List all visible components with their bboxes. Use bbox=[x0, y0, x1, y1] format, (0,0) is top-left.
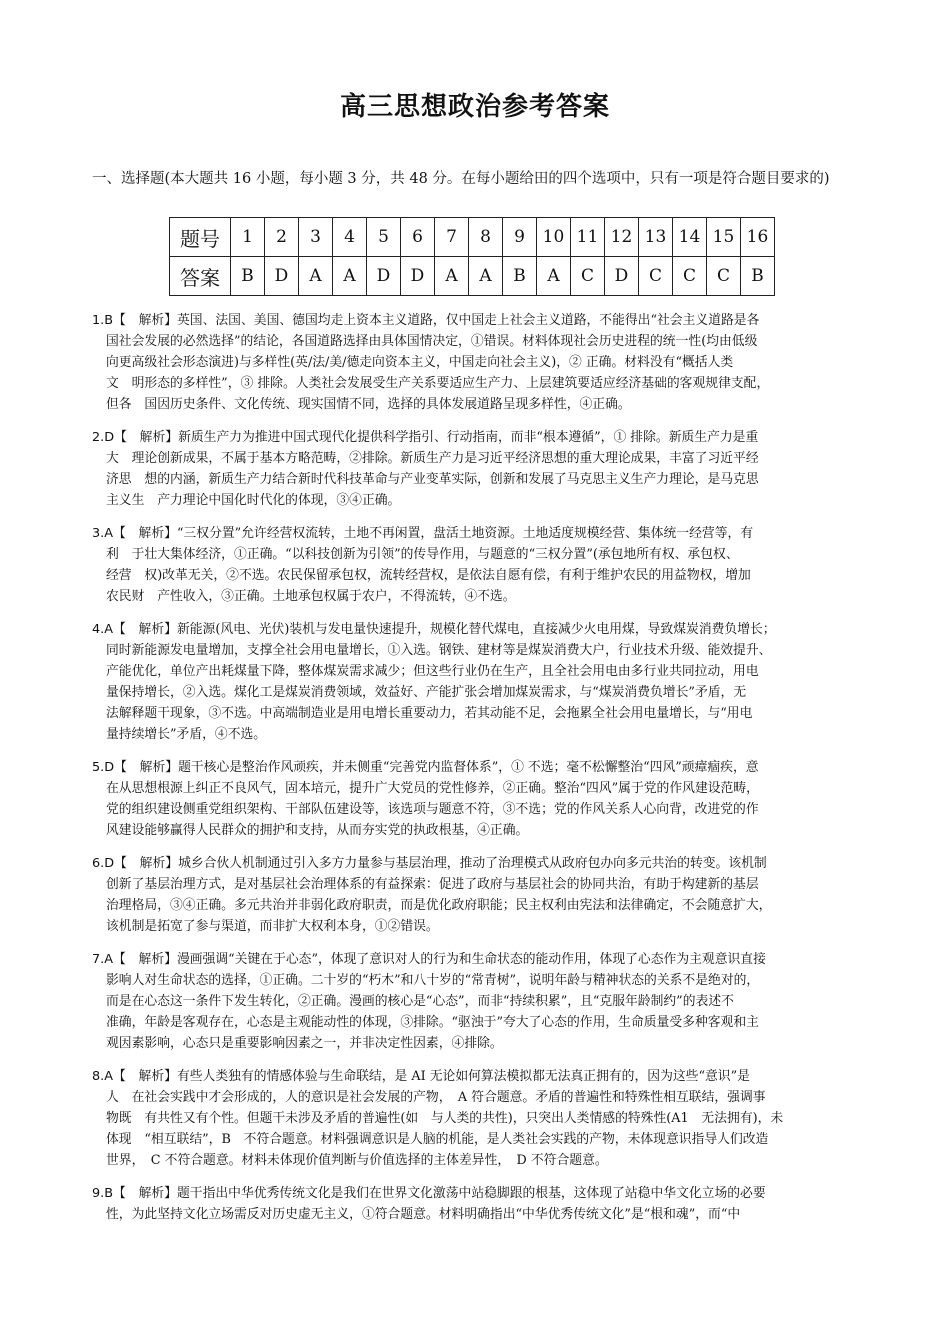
section-heading: 一、选择题(本大题共 16 小题，每小题 3 分，共 48 分。在每小题给田的四个选项中，只有一项是符合题目要求的) bbox=[92, 171, 830, 187]
answer-explanation bbox=[92, 1066, 864, 1171]
explanation-line: 产能优化，单位产出耗煤量下降，整体煤炭需求减少；但这些行业仍在生产，且全社会用电由多行业共同拉动，用电 bbox=[106, 664, 759, 679]
explanation-line: 人 在社会实践中才会形成的，人的意识是社会发展的产物， A 符合题意。矛盾的普遍性和特殊性相互联结，强调事 bbox=[106, 1090, 766, 1105]
answer-explanation bbox=[92, 619, 864, 745]
explanation-line: 世界， C 不符合题意。材料未体现价值判断与价值选择的主体差异性， D 不符合题意。 bbox=[106, 1153, 608, 1168]
answer-cell: B bbox=[741, 257, 775, 296]
explanation-label: 5.D【 解析】 bbox=[92, 760, 179, 775]
question-number-cell: 11 bbox=[571, 218, 605, 257]
answer-table bbox=[169, 217, 775, 296]
explanation-line: 新质生产力为推进中国式现代化提供科学指引、行动指南，而非“根本遵循”，① 排除。新质生产力是重 bbox=[178, 430, 759, 445]
explanation-line: 影响人对生命状态的选择，①正确。二十岁的“朽木”和八十岁的“常青树”，说明年龄与精神状态的关系不是绝对的， bbox=[106, 973, 760, 988]
explanation-line: 主义生 产力理论中国化时代化的体现，③④正确。 bbox=[106, 493, 401, 508]
question-number-cell: 6 bbox=[401, 218, 435, 257]
explanation-line: 而是在心态这一条件下发生转化，②正确。漫画的核心是“心态”，而非“持续积累”，且“克服年龄制约”的表述不 bbox=[106, 994, 734, 1009]
question-number-cell: 4 bbox=[333, 218, 367, 257]
explanation-line: 城乡合伙人机制通过引入多方力量参与基层治理，推动了治理模式从政府包办向多元共治的转变。该机制 bbox=[178, 856, 767, 871]
question-number-cell: 1 bbox=[231, 218, 265, 257]
explanation-line: 量持续增长”矛盾，④不选。 bbox=[106, 727, 267, 742]
answer-explanation bbox=[92, 427, 864, 511]
explanation-line: 法解释题干现象，③不选。中高端制造业是用电增长重要动力，若其动能不足，会拖累全社会用电量增长，与“用电 bbox=[106, 706, 753, 721]
explanation-line: 党的组织建设侧重党组织架构、干部队伍建设等，该选项与题意不符，③不选；党的作风关系人心向背，改进党的作 bbox=[106, 802, 759, 817]
explanation-line: 观因素影响，心态只是重要影响因素之一，并非决定性因素，④排除。 bbox=[106, 1036, 503, 1051]
explanation-line: 文 明形态的多样性”，③ 排除。人类社会发展受生产关系要适应生产力、上层建筑要适应经济基础的客观规律支配， bbox=[106, 376, 770, 391]
answer-cell: C bbox=[707, 257, 741, 296]
answer-table-row-numbers bbox=[170, 218, 775, 257]
question-number-cell: 3 bbox=[299, 218, 333, 257]
explanation-line: 同时新能源发电量增加，支撑全社会用电量增长，①入选。钢铁、建材等是煤炭消费大户，行业技术升级、能效提升、 bbox=[106, 643, 772, 658]
answer-cell: A bbox=[299, 257, 333, 296]
explanation-line: 体现 “相互联结”，B 不符合题意。材料强调意识是人脑的机能，是人类社会实践的产物，未体现意识指导人们改造 bbox=[106, 1132, 769, 1147]
explanation-line: 题干指出中华优秀传统文化是我们在世界文化激荡中站稳脚跟的根基，这体现了站稳中华文化立场的必要 bbox=[176, 1186, 766, 1201]
answer-explanation bbox=[92, 757, 864, 841]
explanation-line: 创新了基层治理方式，是对基层社会治理体系的有益探索：促进了政府与基层社会的协同共治，有助于构建新的基层 bbox=[106, 877, 759, 892]
answer-cell: C bbox=[571, 257, 605, 296]
question-number-cell: 2 bbox=[265, 218, 299, 257]
row-header-numbers: 题号 bbox=[170, 218, 231, 257]
answer-cell: D bbox=[605, 257, 639, 296]
explanation-line: 但各 国因历史条件、文化传统、现实国情不同，选择的具体发展道路呈现多样性，④正确。 bbox=[106, 397, 631, 412]
row-header-answers: 答案 bbox=[170, 257, 231, 296]
explanation-label: 7.A【 解析】 bbox=[92, 952, 177, 967]
explanation-line: 性，为此坚持文化立场需反对历史虚无主义，①符合题意。材料明确指出“中华优秀传统文化”是“根和魂”，而“中 bbox=[106, 1207, 741, 1222]
explanation-line: 新能源(风电、光伏)装机与发电量快速提升，规模化替代煤电，直接减少火电用煤，导致煤炭消费负增长； bbox=[176, 622, 776, 637]
answer-cell: B bbox=[503, 257, 537, 296]
explanation-line: 准确，年龄是客观存在，心态是主观能动性的体现，③排除。“驱浊于”夸大了心态的作用，生命质量受多种客观和主 bbox=[106, 1015, 759, 1030]
explanation-label: 1.B【 解析】 bbox=[92, 313, 177, 328]
answer-cell: A bbox=[435, 257, 469, 296]
question-number-cell: 7 bbox=[435, 218, 469, 257]
explanation-line: “三权分置”允许经营权流转，土地不再闲置，盘活土地资源。土地适度规模经营、集体统一经营等，有 bbox=[176, 526, 754, 541]
answer-explanation bbox=[92, 949, 864, 1054]
answer-cell: D bbox=[401, 257, 435, 296]
explanation-line: 题干核心是整治作风顽疾，并未侧重“完善党内监督体系”，① 不选；毫不松懈整治“四风”顽瘴痼疾，意 bbox=[178, 760, 759, 775]
explanation-line: 治理格局，③④正确。多元共治并非弱化政府职责，而是优化政府职能；民主权利由宪法和法律确定，不会随意扩大， bbox=[106, 898, 772, 913]
answer-explanation bbox=[92, 1183, 864, 1225]
question-number-cell: 12 bbox=[605, 218, 639, 257]
question-number-cell: 15 bbox=[707, 218, 741, 257]
answer-cell: C bbox=[639, 257, 673, 296]
answer-cell: A bbox=[469, 257, 503, 296]
explanation-line: 济思 想的内涵，新质生产力结合新时代科技革命与产业变革实际，创新和发展了马克思主义生产力理论，是马克思 bbox=[106, 472, 759, 487]
question-number-cell: 8 bbox=[469, 218, 503, 257]
question-number-cell: 10 bbox=[537, 218, 571, 257]
explanation-line: 在从思想根源上纠正不良风气，固本培元，提升广大党员的党性修养，②正确。整治“四风”属于党的作风建设范畴， bbox=[106, 781, 759, 796]
explanation-line: 向更高级社会形态演进)与多样性(英/法/美/德走向资本主义，中国走向社会主义)，② 正确。材料没有“概括人类 bbox=[106, 355, 734, 370]
explanation-line: 物既 有共性又有个性。但题干未涉及矛盾的普遍性(如 与人类的共性)，只突出人类情感的特殊性(A1 无法拥有)，未 bbox=[106, 1111, 784, 1126]
answer-cell: C bbox=[673, 257, 707, 296]
explanation-line: 利 于壮大集体经济，①正确。“以科技创新为引领”的传导作用，与题意的“三权分置”(承包地所有权、承包权、 bbox=[106, 547, 739, 562]
question-number-cell: 5 bbox=[367, 218, 401, 257]
explanation-line: 经营 权)改革无关，②不选。农民保留承包权，流转经营权，是依法自愿有偿，有利于维护农民的用益物权，增加 bbox=[106, 568, 751, 583]
explanation-line: 农民财 产性收入，③正确。土地承包权属于农户，不得流转，④不选。 bbox=[106, 589, 516, 604]
explanations bbox=[92, 310, 864, 1237]
explanation-label: 6.D【 解析】 bbox=[92, 856, 179, 871]
page-title: 高三思想政治参考答案 bbox=[339, 92, 610, 122]
answer-cell: D bbox=[265, 257, 299, 296]
answer-cell: A bbox=[537, 257, 571, 296]
explanation-line: 该机制是拓宽了参与渠道，而非扩大权利本身，①②错误。 bbox=[106, 919, 439, 934]
answer-cell: B bbox=[231, 257, 265, 296]
explanation-line: 有些人类独有的情感体验与生命联结，是 AI 无论如何算法模拟都无法真正拥有的，因为这些“意识”是 bbox=[176, 1069, 750, 1084]
explanation-label: 9.B【 解析】 bbox=[92, 1186, 177, 1201]
question-number-cell: 16 bbox=[741, 218, 775, 257]
answer-cell: D bbox=[367, 257, 401, 296]
explanation-label: 2.D【 解析】 bbox=[92, 430, 179, 445]
answer-explanation bbox=[92, 853, 864, 937]
answer-table-row-answers bbox=[170, 257, 775, 296]
explanation-label: 8.A【 解析】 bbox=[92, 1069, 177, 1084]
explanation-label: 3.A【 解析】 bbox=[92, 526, 177, 541]
answer-explanation bbox=[92, 310, 864, 415]
answer-explanation bbox=[92, 523, 864, 607]
explanation-label: 4.A【 解析】 bbox=[92, 622, 177, 637]
explanation-line: 大 理论创新成果，不属于基本方略范畴，②排除。新质生产力是习近平经济思想的重大理论成果，丰富了习近平经 bbox=[106, 451, 759, 466]
question-number-cell: 14 bbox=[673, 218, 707, 257]
explanation-line: 风建设能够赢得人民群众的拥护和支持，从而夯实党的执政根基，④正确。 bbox=[106, 823, 529, 838]
question-number-cell: 13 bbox=[639, 218, 673, 257]
explanation-line: 量保持增长，②入选。煤化工是煤炭消费领域，效益好、产能扩张会增加煤炭需求，与“煤炭消费负增长”矛盾，无 bbox=[106, 685, 747, 700]
explanation-line: 国社会发展的必然选择”的结论，各国道路选择由具体国情决定，①错误。材料体现社会历史进程的统一性(均由低级 bbox=[106, 334, 758, 349]
explanation-line: 漫画强调“关键在于心态”，体现了意识对人的行为和生命状态的能动作用，体现了心态作为主观意识直接 bbox=[176, 952, 766, 967]
question-number-cell: 9 bbox=[503, 218, 537, 257]
answer-cell: A bbox=[333, 257, 367, 296]
explanation-line: 英国、法国、美国、德国均走上资本主义道路，仅中国走上社会主义道路，不能得出“社会主义道路是各 bbox=[176, 313, 760, 328]
